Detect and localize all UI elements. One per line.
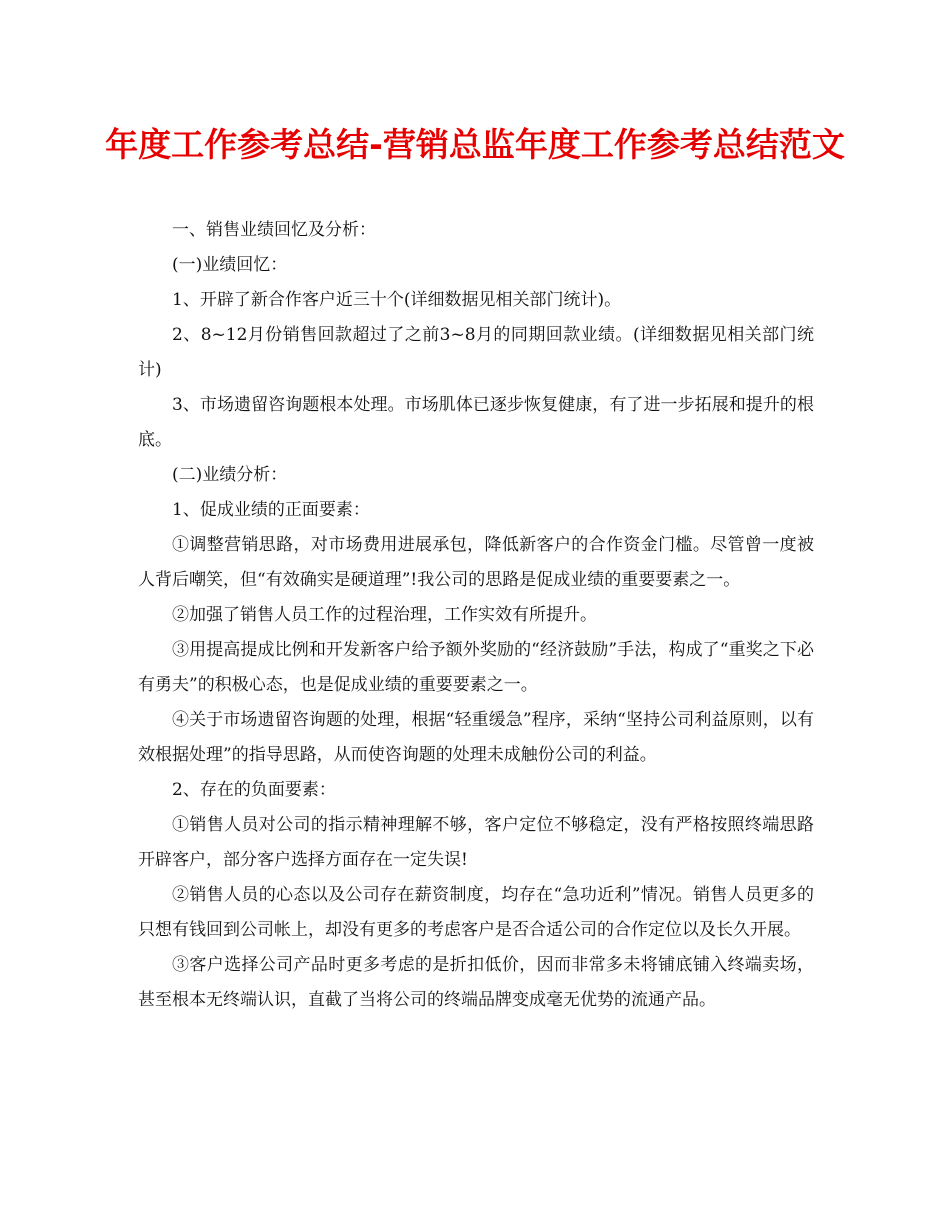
subsection-heading: (二)业绩分析： (172, 465, 288, 485)
body-paragraph: 1、开辟了新合作客户近三十个(详细数据见相关部门统计)。 (172, 290, 622, 310)
body-paragraph: ②加强了销售人员工作的过程治理，工作实效有所提升。 (172, 605, 597, 625)
body-paragraph: ②销售人员的心态以及公司存在薪资制度，均存在“急功近利”情况。销售人员更多的只想有钱回到公司帐上，却没有更多的考虑客户是否合适公司的合作定位以及长久开展。 (138, 885, 814, 940)
document-title: 年度工作参考总结-营销总监年度工作参考总结范文 (105, 125, 845, 164)
list-heading: 1、促成业绩的正面要素： (172, 500, 370, 520)
body-paragraph: ①销售人员对公司的指示精神理解不够，客户定位不够稳定，没有严格按照终端思路开辟客户，部分客户选择方面存在一定失误! (138, 815, 814, 870)
body-paragraph: 2、8~12月份销售回款超过了之前3~8月的同期回款业绩。(详细数据见相关部门统计) (138, 325, 814, 380)
body-paragraph: ①调整营销思路，对市场费用进展承包，降低新客户的合作资金门槛。尽管曾一度被人背后嘲笑，但“有效确实是硬道理”!我公司的思路是促成业绩的重要要素之一。 (138, 535, 814, 590)
body-paragraph: ③用提高提成比例和开发新客户给予额外奖励的“经济鼓励”手法，构成了“重奖之下必有勇夫”的积极心态，也是促成业绩的重要要素之一。 (138, 640, 814, 695)
document-body (138, 213, 814, 1018)
list-heading: 2、存在的负面要素： (172, 780, 336, 800)
body-paragraph: ④关于市场遗留咨询题的处理，根据“轻重缓急”程序，采纳“坚持公司利益原则，以有效根据处理”的指导思路，从而使咨询题的处理未成触份公司的利益。 (138, 710, 814, 765)
subsection-heading: (一)业绩回忆： (172, 255, 288, 275)
body-paragraph: ③客户选择公司产品时更多考虑的是折扣低价，因而非常多未将铺底铺入终端卖场，甚至根本无终端认识，直截了当将公司的终端品牌变成毫无优势的流通产品。 (138, 955, 814, 1010)
body-paragraph: 3、市场遗留咨询题根本处理。市场肌体已逐步恢复健康，有了进一步拓展和提升的根底。 (138, 395, 814, 450)
section-heading: 一、销售业绩回忆及分析： (172, 220, 376, 240)
